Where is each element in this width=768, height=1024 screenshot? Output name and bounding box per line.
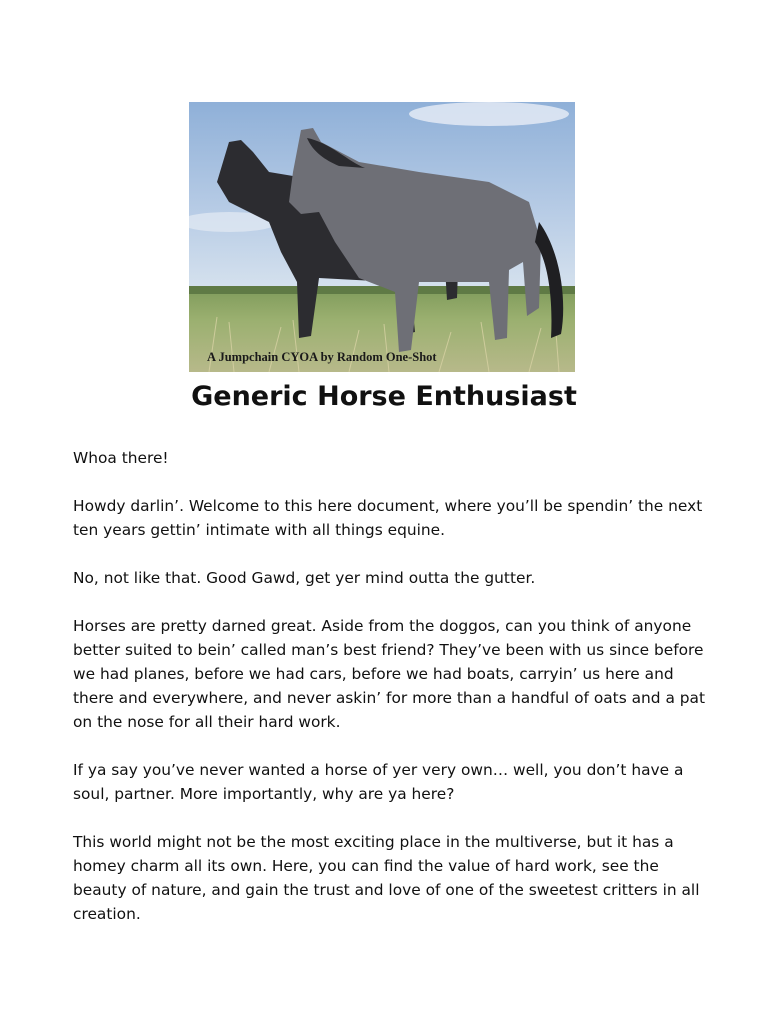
intro-text: [73, 446, 713, 950]
paragraph: Horses are pretty darned great. Aside from the doggos, can you think of anyone better suited to bein’ called man’s best friend? They’ve been with us since before we had planes, before we had cars, before we had boats, carryin’ us here and there and everywhere, and never askin’ for more than a handful of oats and a pat on the nose for all their hard work.: [73, 617, 706, 731]
horses-photo: [189, 102, 575, 372]
paragraph: No, not like that. Good Gawd, get yer mind outta the gutter.: [73, 569, 536, 587]
cover-image: [189, 102, 575, 372]
paragraph: If ya say you’ve never wanted a horse of yer very own… well, you don’t have a soul, partner. More importantly, why are ya here?: [73, 761, 684, 803]
document-title: Generic Horse Enthusiast: [191, 381, 577, 412]
cover-caption: A Jumpchain CYOA by Random One-Shot: [207, 350, 437, 364]
paragraph: This world might not be the most exciting place in the multiverse, but it has a homey charm all its own. Here, you can find the value of hard work, see the beauty of nature, and gain the trust and love of one of the sweetest critters in all creation.: [73, 833, 700, 923]
paragraph: Whoa there!: [73, 449, 169, 467]
paragraph: Howdy darlin’. Welcome to this here document, where you’ll be spendin’ the next ten years gettin’ intimate with all things equine.: [73, 497, 703, 539]
